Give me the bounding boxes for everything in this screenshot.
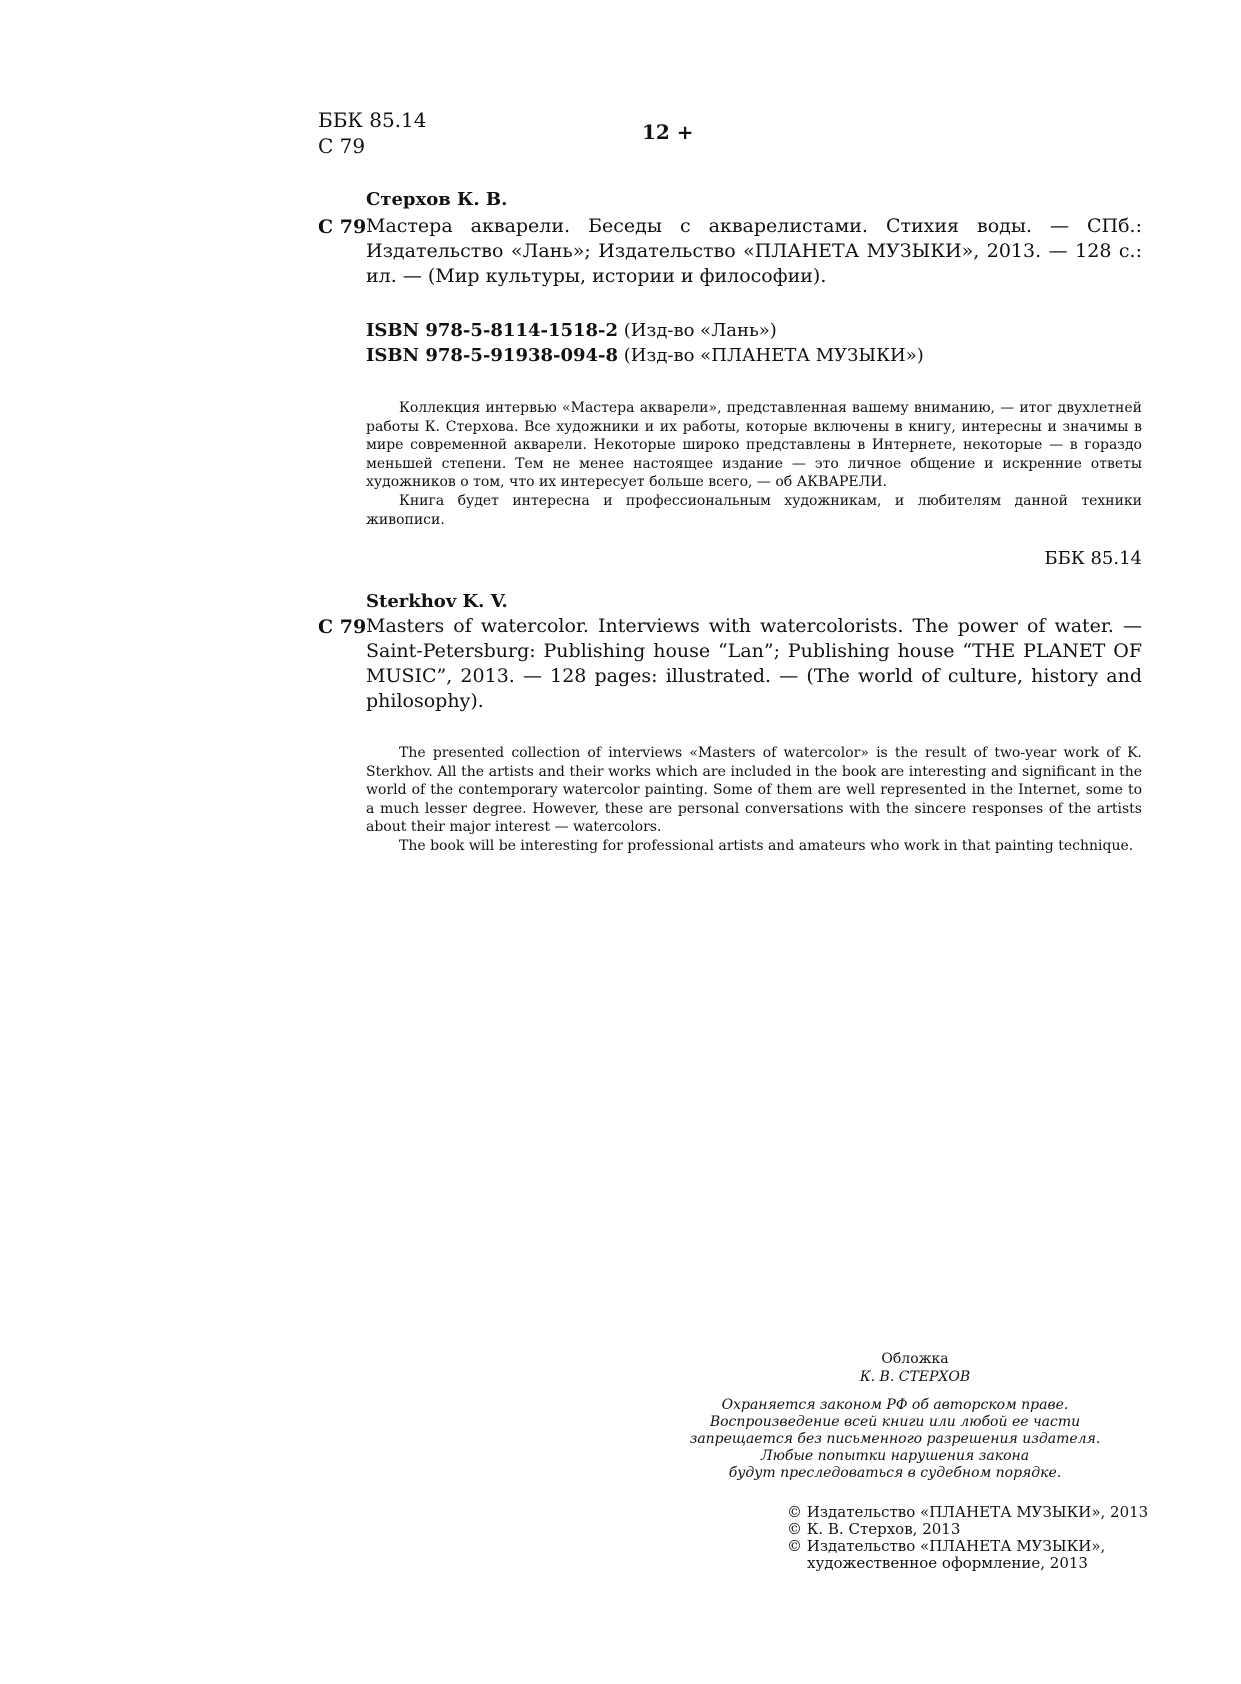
ru-annotation-p2: Книга будет интересна и профессиональным художникам, и любителям данной техники живописи. xyxy=(366,492,1142,528)
ru-catalog-code: С 79 xyxy=(318,216,367,238)
cover-label: Обложка xyxy=(881,1351,949,1367)
isbn-planeta-publisher: (Изд-во «ПЛАНЕТА МУЗЫКИ») xyxy=(618,345,924,366)
cover-credit xyxy=(790,1350,1040,1386)
copyright-line: © Издательство «ПЛАНЕТА МУЗЫКИ», xyxy=(787,1537,1106,1555)
en-annotation-p1: The presented collection of interviews «Masters of watercolor» is the result of two-year work of K. Sterkhov. All the artists and their works which are included in the book are interesting and significant in the world of the contemporary watercolor painting. Some of them are well represented in the Internet, some to a much lesser degree. However, these are personal conversations with the sincere responses of the artists about their major interest — watercolors. xyxy=(366,745,1142,836)
isbn-lan xyxy=(366,318,777,343)
notice-line: Любые попытки нарушения закона xyxy=(760,1448,1030,1464)
bbk-index xyxy=(318,107,427,159)
en-annotation xyxy=(366,744,1142,856)
isbn-lan-number: ISBN 978-5-8114-1518-2 xyxy=(366,320,619,341)
en-author: Sterkhov K. V. xyxy=(366,591,508,612)
ru-description: Мастера акварели. Беседы с акварелистами. Стихия воды. — СПб.: Издательство «Лань»; Издательство «ПЛАНЕТА МУЗЫКИ», 2013. — 128 с.: ил. — (Мир культуры, истории и философии). xyxy=(366,215,1142,287)
isbn-lan-publisher: (Изд-во «Лань») xyxy=(618,320,777,341)
ru-annotation xyxy=(366,399,1142,529)
ru-bbk: ББК 85.14 xyxy=(1044,548,1142,569)
copyright-line: художественное оформление, 2013 xyxy=(807,1554,1088,1572)
ru-author: Стерхов К. В. xyxy=(366,189,508,210)
notice-line: запрещается без письменного разрешения издателя. xyxy=(689,1431,1101,1447)
copyright-notice xyxy=(660,1397,1130,1482)
isbn-planeta-number: ISBN 978-5-91938-094-8 xyxy=(366,345,619,366)
isbn-planeta xyxy=(366,343,924,368)
bbk-line-1: ББК 85.14 xyxy=(318,108,427,132)
copyright-lines xyxy=(787,1504,1148,1572)
ru-annotation-p1: Коллекция интервью «Мастера акварели», представленная вашему вниманию, — итог двухлетней работы К. Стерхова. Все художники и их работы, которые включены в книгу, интересны и значимы в мире современной акварели. Некоторые широко представлены в Интернете, некоторые — в гораздо меньшей степени. Тем не менее настоящее издание — это личное общение и искренние ответы художников о том, что их интересует больше всего, — об АКВАРЕЛИ. xyxy=(366,400,1142,491)
notice-line: Воспроизведение всей книги или любой ее части xyxy=(709,1414,1081,1430)
en-annotation-p2: The book will be interesting for professional artists and amateurs who work in that painting technique. xyxy=(399,837,1134,854)
cover-author: К. В. СТЕРХОВ xyxy=(859,1369,971,1385)
notice-line: Охраняется законом РФ об авторском праве. xyxy=(721,1397,1069,1413)
bbk-line-2: С 79 xyxy=(318,134,366,158)
en-catalog-code: С 79 xyxy=(318,616,367,638)
copyright-line: © К. В. Стерхов, 2013 xyxy=(787,1520,961,1538)
en-description: Masters of watercolor. Interviews with watercolorists. The power of water. — Saint-Petersburg: Publishing house “Lan”; Publishing house “THE PLANET OF MUSIC”, 2013. — 128 pages: illustrated. — (The world of culture, history and philosophy). xyxy=(366,615,1142,712)
notice-line: будут преследоваться в судебном порядке. xyxy=(728,1465,1062,1481)
age-rating: 12 + xyxy=(642,120,694,144)
copyright-line: © Издательство «ПЛАНЕТА МУЗЫКИ», 2013 xyxy=(787,1503,1149,1521)
